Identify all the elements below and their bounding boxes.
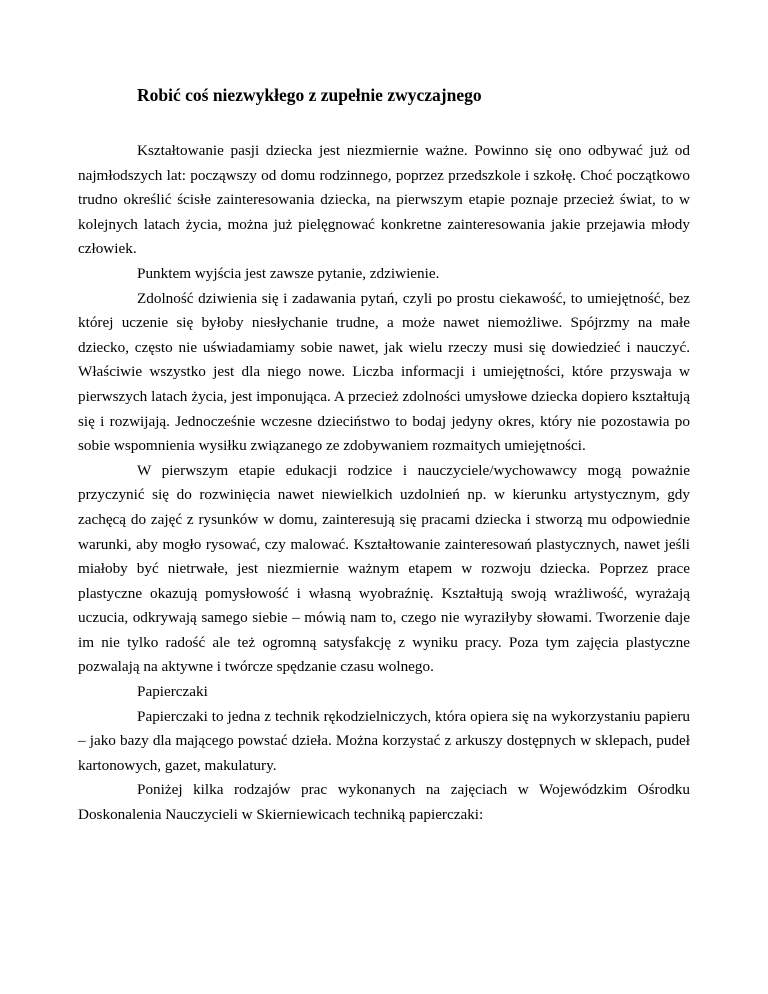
paragraph-section-heading: Papierczaki bbox=[137, 683, 208, 701]
paragraph-examples-intro: Poniżej kilka rodzajów prac wykonanych na zajęciach w Wojewódzkim Ośrodku Doskonalenia Nauczycieli w Skierniewicach techniką papierczaki: bbox=[78, 781, 690, 824]
paragraph-early-education: W pierwszym etapie edukacji rodzice i nauczyciele/wychowawcy mogą poważnie przyczynić się do rozwinięcia nawet niewielkich uzdolnień np. w kierunku artystycznym, gdy zachęcą do zajęć z rysunków w domu, zainteresują się pracami dziecka i stworzą mu odpowiednie warunki, aby mogło rysować, czy malować. Kształtowanie zainteresowań plastycznych, nawet jeśli miałoby być nietrwałe, jest niezmiernie ważnym etapem w rozwoju dziecka. Poprzez prace plastyczne okazują pomysłowość i własną wyobraźnię. Kształtują swoją wrażliwość, wyrażają uczucia, odkrywają samego siebie – mówią nam to, czego nie wyraziłyby słowami. Tworzenie daje im nie tylko radość ale też ogromną satysfakcję z wyniku pracy. Poza tym zajęcia plastyczne pozwalają na aktywne i twórcze spędzanie czasu wolnego. bbox=[78, 461, 690, 676]
document-title: Robić coś niezwykłego z zupełnie zwyczajnego bbox=[137, 85, 482, 105]
paragraph-curiosity: Zdolność dziwienia się i zadawania pytań, czyli po prostu ciekawość, to umiejętność, bez której uczenie się byłoby niesłychanie trudne, a może nawet niemożliwe. Spójrzmy na małe dziecko, często nie uświadamiamy sobie nawet, jak wielu rzeczy musi się dowiedzieć i nauczyć. Właściwie wszystko jest dla niego nowe. Liczba informacji i umiejętności, które przyswaja w pierwszych latach życia, jest imponująca. A przecież zdolności umysłowe dziecka dopiero kształtują się i rozwijają. Jednocześnie wczesne dzieciństwo to bodaj jedyny okres, który nie pozostawia po sobie wspomnienia wysiłku związanego ze zdobywaniem rozmaitych umiejętności. bbox=[78, 289, 690, 455]
paragraph-papierczaki-description: Papierczaki to jedna z technik rękodzielniczych, która opiera się na wykorzystaniu papieru – jako bazy dla mającego powstać dzieła. Można korzystać z arkuszy dostępnych w sklepach, pudeł kartonowych, gazet, makulatury. bbox=[78, 707, 690, 774]
paragraph-starting-point: Punktem wyjścia jest zawsze pytanie, zdziwienie. bbox=[137, 264, 440, 282]
paragraph-intro: Kształtowanie pasji dziecka jest niezmiernie ważne. Powinno się ono odbywać już od najmłodszych lat: począwszy od domu rodzinnego, poprzez przedszkole i szkołę. Choć początkowo trudno określić ścisłe zainteresowania dziecka, na pierwszym etapie poznaje przecież świat, to w kolejnych latach życia, można już pielęgnować konkretne zainteresowania jakie przejawia młody człowiek. bbox=[78, 142, 690, 258]
document-body bbox=[78, 139, 690, 828]
